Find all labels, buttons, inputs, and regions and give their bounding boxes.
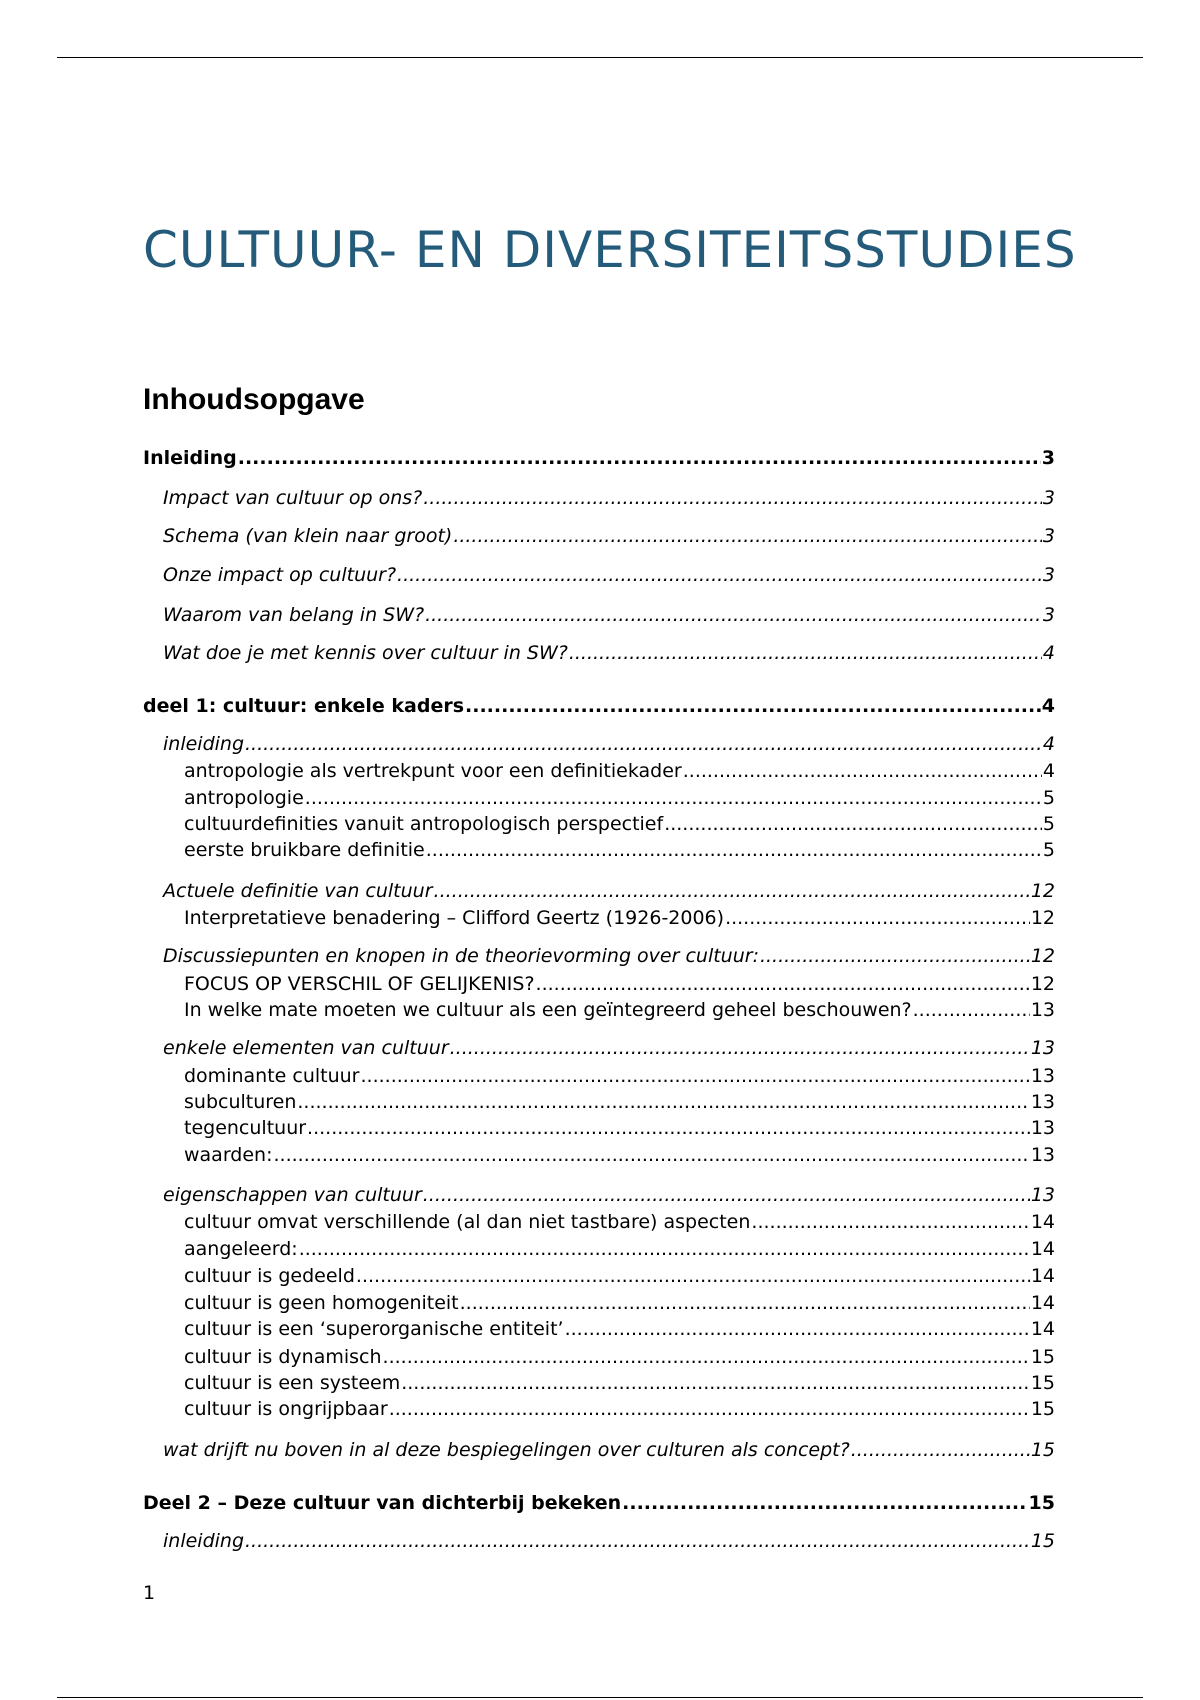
toc-page-number: 14 [1030,1318,1055,1340]
toc-entry[interactable]: Schema (van klein naar groot) ..... 3 [163,524,1055,548]
toc-page-number: 3 [1042,564,1055,586]
toc-page-number: 13 [1030,999,1055,1021]
toc-entry[interactable]: subculturen ..... 13 [184,1090,1055,1114]
toc-page-number: 15 [1028,1492,1055,1514]
toc-entry[interactable]: aangeleerd: ..... 14 [184,1237,1055,1261]
toc-entry[interactable]: antropologie ..... 5 [184,786,1055,810]
toc-page-number: 15 [1030,1439,1055,1461]
toc-page-number: 14 [1030,1238,1055,1260]
toc-entry[interactable]: cultuur is ongrijpbaar ..... 15 [184,1397,1055,1421]
toc-page-number: 3 [1042,525,1055,547]
page-number: 1 [143,1582,156,1604]
toc-page-number: 13 [1030,1065,1055,1087]
toc-page-number: 15 [1030,1346,1055,1368]
toc-page-number: 5 [1042,787,1055,809]
toc-entry[interactable]: cultuur is dynamisch ..... 15 [184,1345,1055,1369]
toc-entry[interactable]: cultuur is gedeeld ..... 14 [184,1264,1055,1288]
toc-entry[interactable]: enkele elementen van cultuur ..... 13 [163,1036,1055,1060]
toc-entry[interactable]: waarden: ..... 13 [184,1143,1055,1167]
toc-entry-deel-1[interactable]: deel 1: cultuur: enkele kaders ..... 4 [143,694,1055,718]
toc-entry[interactable]: wat drijft nu boven in al deze bespiegelingen over culturen als concept? ..... 15 [163,1438,1055,1462]
toc-page-number: 12 [1030,973,1055,995]
toc-entry[interactable]: Onze impact op cultuur? ..... 3 [163,563,1055,587]
toc-page-number: 15 [1030,1372,1055,1394]
toc-entry[interactable]: tegencultuur ..... 13 [184,1116,1055,1140]
toc-entry[interactable]: Wat doe je met kennis over cultuur in SW? ..... 4 [163,641,1055,665]
toc-entry[interactable]: Interpretatieve benadering – Clifford Geertz (1926-2006) ..... 12 [184,906,1055,930]
toc-page-number: 5 [1042,839,1055,861]
toc-page-number: 13 [1030,1117,1055,1139]
toc-heading: Inhoudsopgave [143,383,365,416]
toc-page-number: 3 [1042,487,1055,509]
toc-entry[interactable]: Impact van cultuur op ons? ..... 3 [163,486,1055,510]
toc-entry[interactable]: Waarom van belang in SW? ..... 3 [163,603,1055,627]
toc-entry[interactable]: cultuur is een systeem ..... 15 [184,1371,1055,1395]
document-title: CULTUUR- EN DIVERSITEITSSTUDIES [143,221,1077,279]
toc-page-number: 4 [1042,733,1055,755]
toc-entry[interactable]: cultuurdefinities vanuit antropologisch perspectief ..... 5 [184,812,1055,836]
toc-page-number: 3 [1042,604,1055,626]
toc-page-number: 15 [1030,1530,1055,1552]
toc-entry[interactable]: cultuur is een ‘superorganische entiteit’ ..... 14 [184,1317,1055,1341]
toc-entry[interactable]: In welke mate moeten we cultuur als een geïntegreerd geheel beschouwen? ..... 13 [184,998,1055,1022]
toc-page-number: 4 [1041,695,1055,717]
toc-entry[interactable]: Actuele definitie van cultuur ..... 12 [163,879,1055,903]
toc-page-number: 13 [1030,1144,1055,1166]
toc-entry[interactable]: inleiding ..... 15 [163,1529,1055,1553]
toc-page-number: 14 [1030,1265,1055,1287]
toc-entry[interactable]: dominante cultuur ..... 13 [184,1064,1055,1088]
toc-entry-inleiding[interactable]: Inleiding ..... 3 [143,446,1055,470]
toc-page-number: 15 [1030,1398,1055,1420]
toc-entry[interactable]: cultuur is geen homogeniteit ..... 14 [184,1291,1055,1315]
toc-entry[interactable]: eerste bruikbare definitie ..... 5 [184,838,1055,862]
toc-page-number: 12 [1030,880,1055,902]
toc-entry[interactable]: eigenschappen van cultuur ..... 13 [163,1183,1055,1207]
toc-page-number: 3 [1041,447,1055,469]
toc-entry[interactable]: FOCUS OP VERSCHIL OF GELIJKENIS? ..... 12 [184,972,1055,996]
toc-entry[interactable]: Discussiepunten en knopen in de theorievorming over cultuur: ..... 12 [163,944,1055,968]
toc-page-number: 13 [1030,1184,1055,1206]
toc-entry[interactable]: inleiding ..... 4 [163,732,1055,756]
toc-page-number: 12 [1030,945,1055,967]
toc-entry[interactable]: antropologie als vertrekpunt voor een definitiekader ..... 4 [184,759,1055,783]
toc-entry[interactable]: cultuur omvat verschillende (al dan niet tastbare) aspecten ..... 14 [184,1210,1055,1234]
footer-rule [57,1697,1143,1698]
toc-page-number: 4 [1042,642,1055,664]
toc-page-number: 12 [1030,907,1055,929]
toc-page-number: 13 [1030,1091,1055,1113]
toc-page-number: 13 [1030,1037,1055,1059]
toc-page-number: 14 [1030,1292,1055,1314]
toc-page-number: 14 [1030,1211,1055,1233]
toc-page-number: 4 [1042,760,1055,782]
toc-page-number: 5 [1042,813,1055,835]
toc-entry-deel-2[interactable]: Deel 2 – Deze cultuur van dichterbij bekeken ..... 15 [143,1491,1055,1515]
